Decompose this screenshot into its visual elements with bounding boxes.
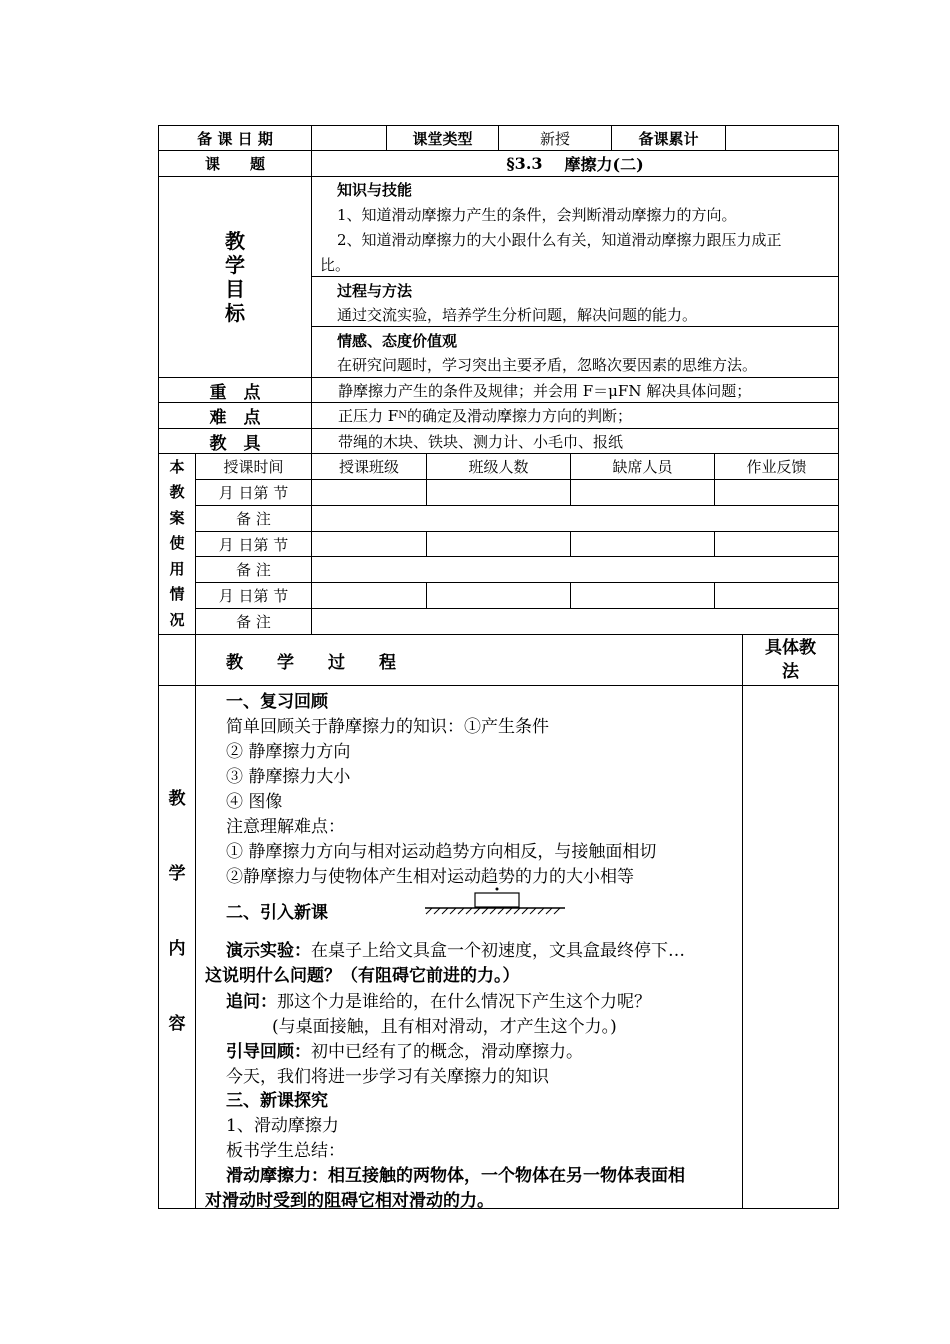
guide-text: 初中已经有了的概念，滑动摩擦力。 bbox=[311, 1042, 583, 1062]
usage-side-label: 本 教 案 使 用 情 况 bbox=[158, 453, 196, 635]
usage-cell bbox=[714, 582, 839, 609]
difficulty-label-cell bbox=[158, 402, 312, 429]
tools-text-cell bbox=[311, 428, 839, 454]
usage-note-label-3: 备 注 bbox=[195, 608, 312, 635]
topic-title: 摩擦力(二) bbox=[564, 155, 644, 174]
process-header-cell bbox=[195, 634, 743, 686]
goals-label-cell bbox=[158, 176, 312, 378]
usage-row-time-3: 月 日第 节 bbox=[195, 582, 312, 609]
tools-label-cell bbox=[158, 428, 312, 454]
goals-label-4: 标 bbox=[225, 301, 245, 325]
tools-text: 带绳的木块、铁块、测力计、小毛巾、报纸 bbox=[338, 432, 624, 451]
usage-cell bbox=[311, 582, 427, 609]
usage-header-time: 授课时间 bbox=[195, 453, 312, 480]
difficulty-text-cell bbox=[311, 402, 839, 429]
new-title: 三、新课探究 bbox=[226, 1091, 328, 1111]
today-line: 今天，我们将进一步学习有关摩擦力的知识 bbox=[226, 1067, 549, 1087]
method-header-cell bbox=[742, 634, 839, 686]
topic-number: §3.3 bbox=[506, 154, 543, 173]
date-label: 备 课 日 期 bbox=[197, 129, 273, 148]
intro-title: 二、引入新课 bbox=[226, 903, 328, 923]
difficulty-text-b: 的确定及滑动摩擦力方向的判断； bbox=[406, 407, 632, 425]
usage-cell bbox=[570, 582, 715, 609]
knowledge-item-2b: 比。 bbox=[320, 256, 351, 274]
review-line-7: ②静摩擦力与使物体产生相对运动趋势的力的大小相等 bbox=[226, 867, 634, 887]
emotion-text: 在研究问题时，学习突出主要矛盾，忽略次要因素的思维方法。 bbox=[337, 356, 758, 374]
ask-line bbox=[226, 987, 651, 1012]
knowledge-item-1: 1、知道滑动摩擦力产生的条件，会判断滑动摩擦力的方向。 bbox=[337, 206, 737, 224]
count-label-cell bbox=[611, 125, 726, 151]
ask-text: 那这个力是谁给的，在什么情况下产生这个力呢？ bbox=[277, 992, 651, 1012]
key-text: 静摩擦力产生的条件及规律；并会用 F＝μFN 解决具体问题； bbox=[338, 381, 752, 400]
process-title: 过程与方法 bbox=[337, 282, 413, 300]
new-item-1: 1、滑动摩擦力 bbox=[226, 1116, 339, 1136]
usage-cell bbox=[311, 479, 427, 506]
usage-cell bbox=[714, 479, 839, 506]
topic-label-cell bbox=[158, 150, 312, 177]
type-label-cell bbox=[386, 125, 499, 151]
usage-cell bbox=[570, 479, 715, 506]
demo-label: 演示实验： bbox=[226, 941, 311, 961]
pencil-box-shape bbox=[475, 893, 519, 907]
date-label-cell bbox=[158, 125, 312, 151]
knowledge-title: 知识与技能 bbox=[337, 181, 413, 199]
usage-note-label-1: 备 注 bbox=[195, 505, 312, 532]
review-line-5: 注意理解难点： bbox=[226, 817, 345, 837]
usage-header-absent: 缺席人员 bbox=[570, 453, 715, 480]
process-header: 教 学 过 程 bbox=[226, 652, 396, 673]
review-line-4: ④ 图像 bbox=[226, 792, 283, 812]
knowledge-item-2a: 2、知道滑动摩擦力的大小跟什么有关，知道滑动摩擦力跟压力成正 bbox=[337, 231, 782, 249]
usage-note-value-2 bbox=[311, 556, 839, 583]
demo-line bbox=[226, 936, 685, 961]
type-label: 课堂类型 bbox=[412, 129, 473, 148]
table-hatching bbox=[426, 908, 560, 914]
demo-question: 这说明什么问题？（有阻碍它前进的力。） bbox=[205, 966, 520, 986]
goals-label-2: 学 bbox=[225, 253, 245, 277]
new-item-2: 板书学生总结： bbox=[226, 1141, 345, 1161]
usage-header-feedback: 作业反馈 bbox=[714, 453, 839, 480]
usage-cell bbox=[426, 531, 571, 557]
usage-row-time-1: 月 日第 节 bbox=[195, 479, 312, 506]
tools-label: 教 具 bbox=[209, 433, 261, 454]
key-label-cell bbox=[158, 377, 312, 403]
ask-answer: (与桌面接触，且有相对滑动，才产生这个力。) bbox=[272, 1017, 617, 1037]
key-text-cell bbox=[311, 377, 839, 403]
guide-line bbox=[226, 1037, 583, 1062]
usage-cell bbox=[426, 479, 571, 506]
review-line-2: ② 静摩擦力方向 bbox=[226, 742, 351, 762]
usage-note-label-2: 备 注 bbox=[195, 556, 312, 583]
definition-b: 对滑动时受到的阻碍它相对滑动的力。 bbox=[205, 1191, 494, 1211]
review-line-6: ① 静摩擦力方向与相对运动趋势方向相反，与接触面相切 bbox=[226, 842, 657, 862]
usage-header-class: 授课班级 bbox=[311, 453, 427, 480]
method-header: 具体教法 bbox=[765, 638, 816, 682]
type-value-cell bbox=[498, 125, 612, 151]
usage-cell bbox=[311, 531, 427, 557]
goals-label-3: 目 bbox=[225, 277, 245, 301]
process-side-top bbox=[158, 634, 196, 686]
ask-label: 追问： bbox=[226, 992, 277, 1012]
difficulty-text-a: 正压力 F bbox=[338, 407, 399, 425]
difficulty-subscript: N bbox=[398, 410, 407, 421]
topic-label: 课 题 bbox=[204, 155, 265, 173]
usage-note-value-3 bbox=[311, 608, 839, 635]
content-side-label: 教 学 内 容 bbox=[158, 685, 196, 1209]
review-title: 一、复习回顾 bbox=[226, 692, 328, 712]
usage-row-time-2: 月 日第 节 bbox=[195, 531, 312, 557]
guide-label: 引导回顾： bbox=[226, 1042, 311, 1062]
topic-title-cell bbox=[311, 150, 839, 177]
review-line-3: ③ 静摩擦力大小 bbox=[226, 767, 351, 787]
count-value-cell bbox=[725, 125, 839, 151]
date-value-cell bbox=[311, 125, 387, 151]
goals-label-1: 教 bbox=[225, 229, 245, 253]
usage-note-value-1 bbox=[311, 505, 839, 532]
definition-a: 滑动摩擦力：相互接触的两物体，一个物体在另一物体表面相 bbox=[226, 1166, 685, 1186]
usage-cell bbox=[714, 531, 839, 557]
difficulty-label: 难 点 bbox=[209, 408, 261, 428]
box-on-table-diagram bbox=[420, 884, 570, 918]
type-value: 新授 bbox=[539, 129, 570, 148]
review-line-1: 简单回顾关于静摩擦力的知识：①产生条件 bbox=[226, 717, 549, 737]
usage-header-size: 班级人数 bbox=[426, 453, 571, 480]
emotion-title: 情感、态度价值观 bbox=[337, 332, 458, 350]
content-method-cell bbox=[742, 685, 839, 1209]
process-text: 通过交流实验，培养学生分析问题，解决问题的能力。 bbox=[337, 306, 698, 324]
key-label: 重 点 bbox=[209, 382, 261, 403]
usage-cell bbox=[426, 582, 571, 609]
count-label: 备课累计 bbox=[638, 129, 699, 148]
pull-point bbox=[496, 888, 499, 891]
usage-cell bbox=[570, 531, 715, 557]
demo-text: 在桌子上给文具盒一个初速度，文具盒最终停下… bbox=[311, 941, 685, 961]
